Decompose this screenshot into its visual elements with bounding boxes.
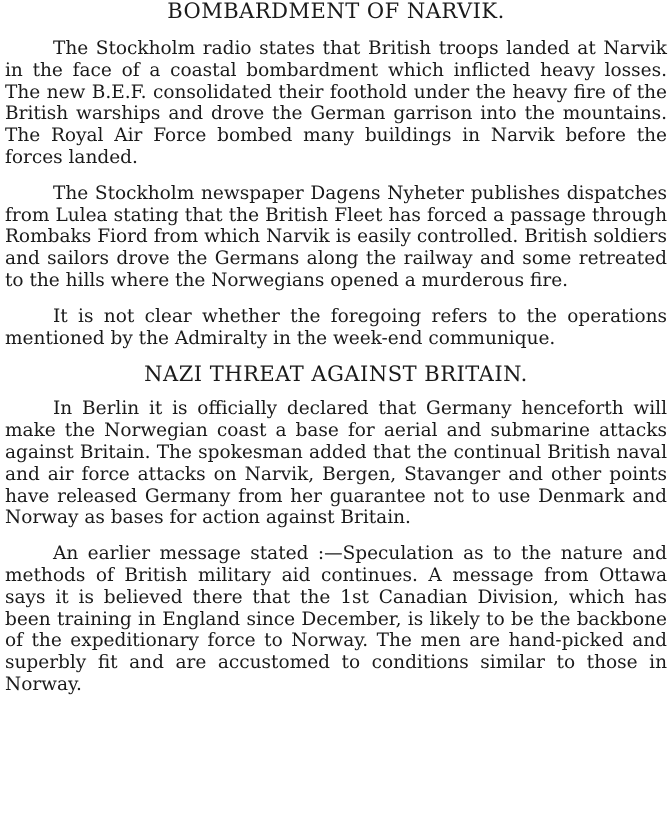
paragraph-berlin-declaration: In Berlin it is officially declared that Germany henceforth will make the Norwegian coast a base for aerial and submarine attacks against Britain. The spokesman added that the continual British naval and air force attacks on Narvik, Bergen, Stavanger and other points have released Germany from her guarantee not to use Denmark and Norway as bases for action against Britain. xyxy=(5,398,667,529)
paragraph-dagens-nyheter: The Stockholm newspaper Dagens Nyheter publishes dispatches from Lulea stating that the British Fleet has forced a passage through Rombaks Fiord from which Narvik is easily controlled. British soldiers and sailors drove the Germans along the railway and some retreated to the hills where the Norwegians opened a murderous fire. xyxy=(5,182,667,291)
section-nazi-threat xyxy=(5,398,667,695)
headline-bombardment-of-narvik: BOMBARDMENT OF NARVIK. xyxy=(167,0,505,23)
section-bombardment xyxy=(5,38,667,349)
paragraph-canadian-division: An earlier message stated :—Speculation as to the nature and methods of British military aid continues. A message from Ottawa says it is believed there that the 1st Canadian Division, which has been training in England since December, is likely to be the backbone of the expeditionary force to Norway. The men are hand-picked and superbly fit and are accustomed to conditions similar to those in Norway. xyxy=(5,543,667,695)
paragraph-stockholm-radio: The Stockholm radio states that British troops landed at Narvik in the face of a coastal bombardment which inflicted heavy losses. The new B.E.F. consolidated their foothold under the heavy fire of the British warships and drove the German garrison into the mountains. The Royal Air Force bombed many buildings in Narvik before the forces landed. xyxy=(5,38,667,168)
paragraph-admiralty-note: It is not clear whether the foregoing refers to the operations mentioned by the Admiralty in the week-end communique. xyxy=(5,305,667,349)
headline-nazi-threat: NAZI THREAT AGAINST BRITAIN. xyxy=(144,362,528,387)
